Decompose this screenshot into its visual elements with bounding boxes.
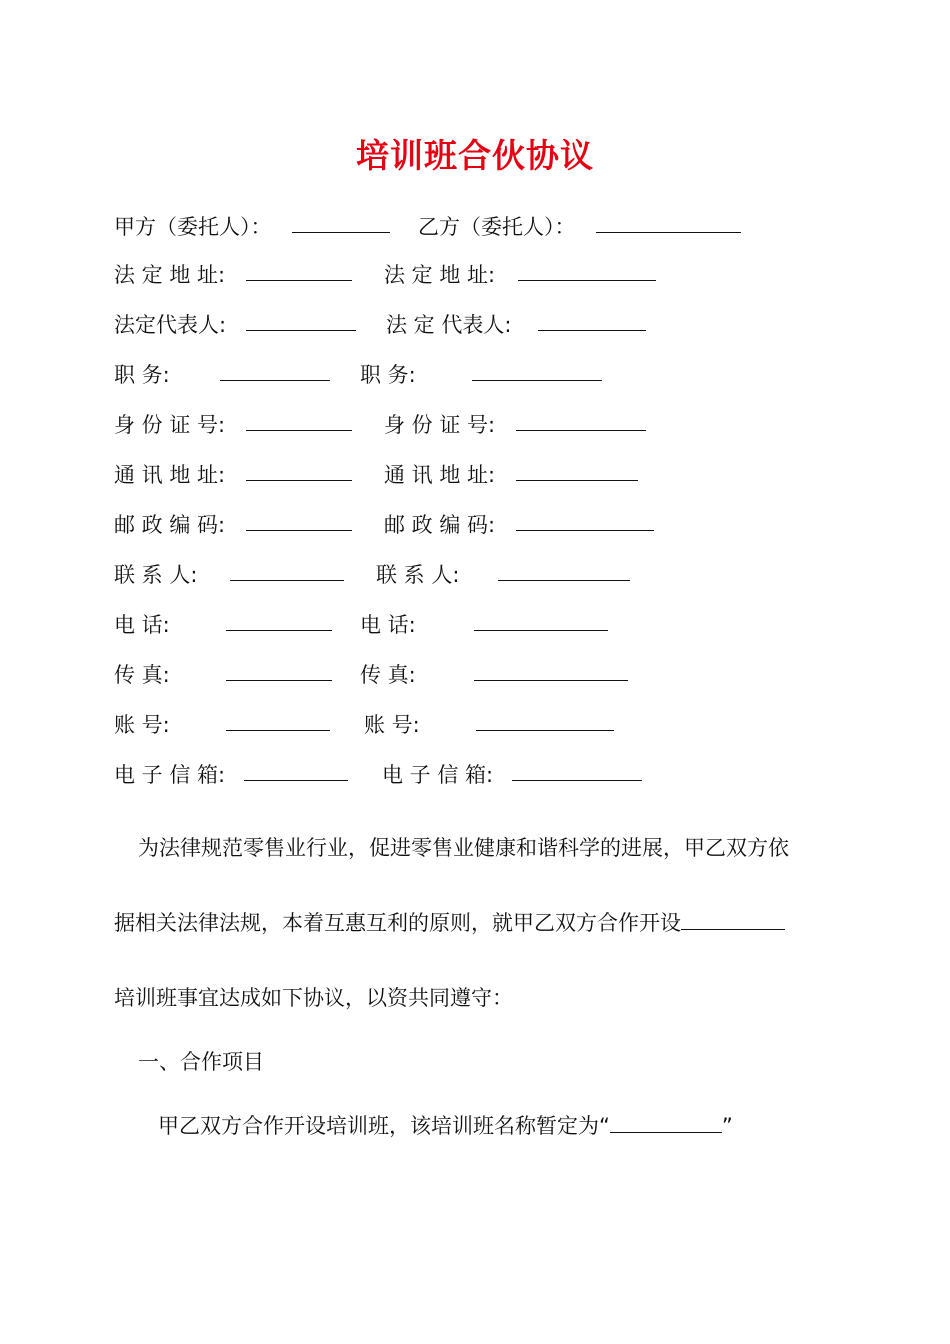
field-row-email [114, 758, 834, 792]
field-label-a: 法 定 地 址: [114, 263, 226, 287]
field-label-a: 账 号: [114, 713, 170, 737]
intro-paragraph-line-3: 培训班事宜达成如下协议，以资共同遵守： [114, 986, 513, 1010]
field-blank-a[interactable] [220, 358, 330, 381]
field-row-position [114, 358, 834, 392]
field-label-a: 邮 政 编 码: [114, 513, 226, 537]
field-blank-b[interactable] [474, 658, 628, 681]
party-a-blank[interactable] [292, 210, 390, 233]
field-blank-a[interactable] [246, 508, 352, 531]
field-label-b: 电 子 信 箱: [382, 763, 494, 787]
field-blank-a[interactable] [230, 558, 344, 581]
field-row-account [114, 708, 834, 742]
field-label-a: 传 真: [114, 663, 170, 687]
close-quote: ” [721, 1114, 733, 1138]
field-label-a: 职 务: [114, 363, 170, 387]
field-label-b: 法 定 地 址: [384, 263, 496, 287]
field-blank-a[interactable] [226, 608, 332, 631]
field-label-a: 法定代表人: [114, 313, 227, 337]
field-blank-b[interactable] [476, 708, 614, 731]
field-blank-a[interactable] [246, 258, 352, 281]
field-label-b: 法 定 代表人: [386, 313, 512, 337]
field-blank-a[interactable] [226, 658, 332, 681]
field-label-b: 联 系 人: [376, 563, 460, 587]
field-label-b: 职 务: [360, 363, 416, 387]
party-header-row [114, 210, 834, 244]
field-blank-b[interactable] [516, 508, 654, 531]
field-row-address [114, 258, 834, 292]
field-blank-a[interactable] [244, 758, 348, 781]
field-row-id-number [114, 408, 834, 442]
field-row-contact [114, 558, 834, 592]
field-label-a: 联 系 人: [114, 563, 198, 587]
field-label-b: 身 份 证 号: [384, 413, 496, 437]
field-blank-a[interactable] [246, 308, 356, 331]
field-label-a: 通 讯 地 址: [114, 463, 226, 487]
intro-paragraph-text: 据相关法律法规，本着互惠互利的原则，就甲乙双方合作开设 [114, 911, 681, 935]
field-label-b: 账 号: [364, 713, 420, 737]
field-label-a: 身 份 证 号: [114, 413, 226, 437]
field-blank-b[interactable] [516, 458, 638, 481]
intro-paragraph-line-1: 为法律规范零售业行业，促进零售业健康和谐科学的进展，甲乙双方依 [138, 836, 789, 860]
field-label-b: 传 真: [360, 663, 416, 687]
section-1-text-body: 甲乙双方合作开设培训班，该培训班名称暂定为“ [158, 1114, 610, 1138]
intro-paragraph-line-2 [114, 906, 785, 940]
field-blank-a[interactable] [246, 458, 352, 481]
field-row-legal-rep [114, 308, 834, 342]
field-row-phone [114, 608, 834, 642]
field-label-b: 电 话: [360, 613, 416, 637]
document-title: 培训班合伙协议 [356, 136, 594, 175]
field-label-a: 电 话: [114, 613, 170, 637]
party-b-label: 乙方（委托人）： [418, 215, 576, 239]
field-label-b: 通 讯 地 址: [384, 463, 496, 487]
training-class-name-blank[interactable] [610, 1110, 722, 1133]
field-blank-b[interactable] [518, 258, 656, 281]
party-a-label: 甲方（委托人）： [114, 215, 272, 239]
section-1-text [158, 1109, 733, 1143]
field-label-b: 邮 政 编 码: [384, 513, 496, 537]
field-blank-a[interactable] [226, 708, 330, 731]
party-b-blank[interactable] [596, 210, 741, 233]
field-blank-b[interactable] [538, 308, 646, 331]
field-blank-b[interactable] [516, 408, 646, 431]
field-blank-a[interactable] [246, 408, 352, 431]
field-row-postcode [114, 508, 834, 542]
section-1-heading: 一、合作项目 [138, 1050, 264, 1074]
field-row-mail-address [114, 458, 834, 492]
field-blank-b[interactable] [498, 558, 630, 581]
field-row-fax [114, 658, 834, 692]
field-label-a: 电 子 信 箱: [114, 763, 226, 787]
course-name-blank[interactable] [681, 907, 785, 930]
field-blank-b[interactable] [472, 358, 602, 381]
field-blank-b[interactable] [512, 758, 642, 781]
field-blank-b[interactable] [474, 608, 608, 631]
